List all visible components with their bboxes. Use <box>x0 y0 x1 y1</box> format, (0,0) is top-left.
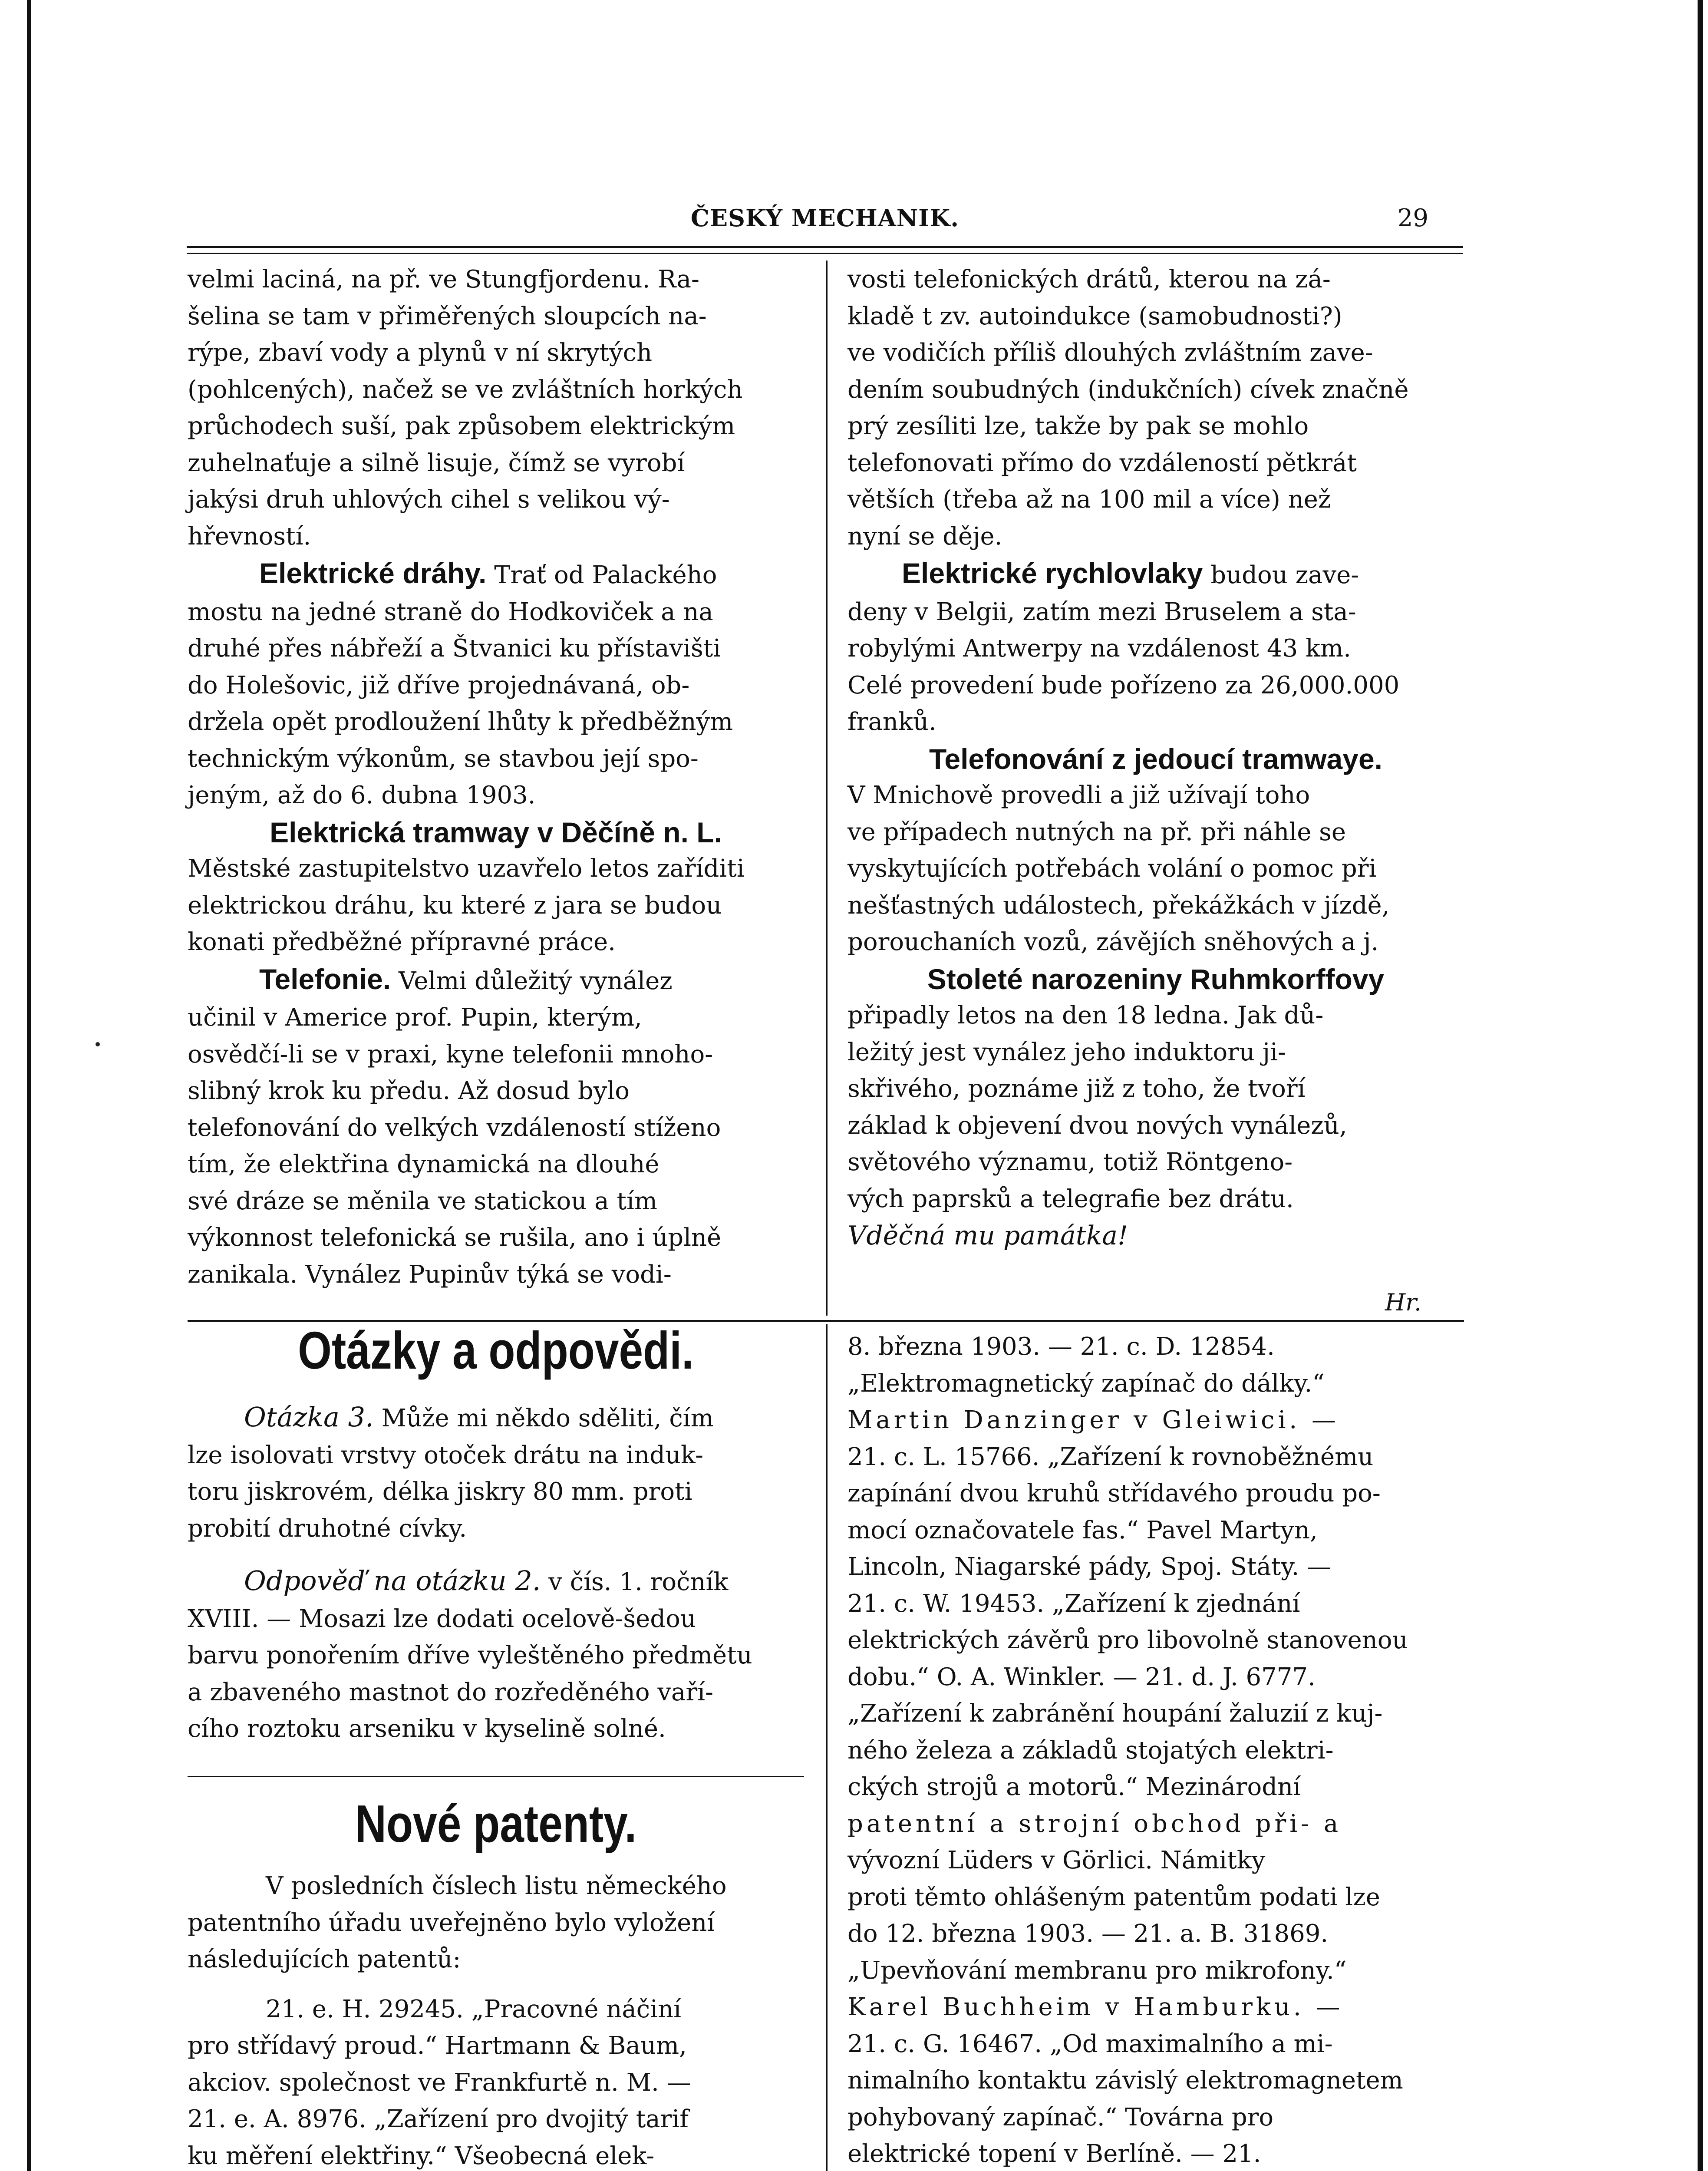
running-title: ČESKÝ MECHANIK. <box>690 204 960 232</box>
article-rychlovlaky <box>902 555 1464 594</box>
page-header <box>187 204 1463 243</box>
text-line: vosti telefonických drátů, kterou na zá- <box>847 265 1331 294</box>
text-line: Trať od Palackého <box>486 561 717 589</box>
text-line: „Elektromagnetický zapínač do dálky.“ <box>847 1369 1325 1398</box>
patenty-left <box>188 1868 804 2171</box>
text-line: (pohlcených), načež se ve zvláštních horkých <box>188 375 743 404</box>
text-line: Martin Danzinger v Gleiwici. — <box>847 1406 1340 1434</box>
text-line: prý zesíliti lze, takže by pak se mohlo <box>847 412 1309 440</box>
article-heading: Elektrická tramway v Děčíně n. L. <box>270 816 722 848</box>
text-line: Může mi někdo sděliti, čím <box>373 1404 714 1432</box>
text-line: jakýsi druh uhlových cihel s velikou vý- <box>188 485 670 514</box>
text-line: V posledních číslech listu německého <box>266 1872 727 1900</box>
text-line: šelina se tam v přiměřených sloupcích na- <box>188 302 707 330</box>
text-line: ku měření elektřiny.“ Všeobecná elek- <box>188 2141 655 2170</box>
text-line: deny v Belgii, zatím mezi Bruselem a sta- <box>847 597 1356 626</box>
text-line: mostu na jedné straně do Hodkoviček a na <box>188 597 713 626</box>
header-rule-top <box>187 246 1463 248</box>
text-line: zuhelnaťuje a silně lisuje, čímž se vyrobí <box>188 449 685 477</box>
column-divider-bottom <box>826 1324 828 2171</box>
text-line: mocí označovatele fas.“ Pavel Martyn, <box>847 1516 1318 1544</box>
text-line: skřivého, poznáme již z toho, že tvoří <box>847 1075 1306 1103</box>
text-line: telefonování do velkých vzdáleností stíženo <box>188 1113 721 1142</box>
page-number: 29 <box>1397 204 1428 232</box>
text-line: cího roztoku arseniku v kyselině solné. <box>188 1715 666 1743</box>
closing-line: Vděčná mu památka! <box>847 1221 1128 1251</box>
text-line: konati předběžné přípravné práce. <box>188 928 616 956</box>
text-line: elektrické topení v Berlíně. — 21. <box>847 2140 1261 2168</box>
section-title-otazky: Otázky a odpovědi. <box>298 1321 694 1380</box>
text-line: výkonnost telefonická se rušila, ano i úplně <box>188 1224 722 1252</box>
text-line: budou zave- <box>1203 561 1359 589</box>
text-line: „Upevňování membranu pro mikrofony.“ <box>847 1956 1347 1985</box>
signature: Hr. <box>1385 1289 1422 1316</box>
text-line: Velmi důležitý vynález <box>391 967 673 995</box>
text-line: připadly letos na den 18 ledna. Jak dů- <box>847 1001 1324 1029</box>
text-line: V Mnichově provedli a již užívají toho <box>847 781 1310 809</box>
text-line: a zbaveného mastnot do rozředěného vaří- <box>188 1678 713 1706</box>
text-line: ve vodičích příliš dlouhých zvláštním zave- <box>847 339 1373 367</box>
header-rule-bottom <box>187 253 1463 254</box>
article-heading: Elektrické rychlovlaky <box>902 557 1203 589</box>
text-line: ného železa a základů stojatých elektri- <box>847 1736 1334 1765</box>
text-line: osvědčí-li se v praxi, kyne telefonii mnoho- <box>188 1040 713 1069</box>
right-column-top <box>847 261 1464 1254</box>
text-line: patentní a strojní obchod při- a <box>847 1809 1342 1838</box>
article-heading: Telefonování z jedoucí tramwaye. <box>929 742 1383 775</box>
article-telefonie <box>259 961 804 1000</box>
text-line: dením soubudných (indukčních) cívek značně <box>847 375 1409 404</box>
text-line: akciov. společnost ve Frankfurtě n. M. — <box>188 2068 691 2097</box>
section-title-patenty: Nové patenty. <box>355 1794 637 1853</box>
text-line: elektrických závěrů pro libovolně stanovenou <box>847 1626 1408 1654</box>
text-line: barvu ponořením dříve vyleštěného předmětu <box>188 1641 752 1669</box>
text-line: 21. e. A. 8976. „Zařízení pro dvojitý tarif <box>188 2105 689 2133</box>
answer-label: Odpověď na otázku 2. <box>244 1565 541 1597</box>
text-line: zapínání dvou kruhů střídavého proudu po- <box>847 1479 1381 1508</box>
text-line: technickým výkonům, se stavbou její spo- <box>188 744 699 773</box>
text-line: světového významu, totiž Röntgeno- <box>847 1148 1293 1176</box>
text-line: franků. <box>847 708 936 736</box>
text-line: robylými Antwerpy na vzdálenost 43 km. <box>847 634 1351 663</box>
text-line: 21. c. L. 15766. „Zařízení k rovnoběžnému <box>847 1442 1374 1471</box>
text-line: elektrickou dráhu, ku které z jara se budou <box>188 891 722 920</box>
question-label: Otázka 3. <box>244 1401 374 1433</box>
text-line: ckých strojů a motorů.“ Mezinárodní <box>847 1773 1301 1801</box>
text-line: 8. března 1903. — 21. c. D. 12854. <box>847 1333 1275 1361</box>
text-line: 21. e. H. 29245. „Pracovné náčiní <box>266 1995 682 2023</box>
text-line: tím, že elektřina dynamická na dlouhé <box>188 1150 659 1178</box>
text-line: kladě t zv. autoindukce (samobudnosti?) <box>847 302 1342 330</box>
text-line: druhé přes nábřeží a Štvanici ku přístavišti <box>188 634 721 663</box>
text-line: 21. c. W. 19453. „Zařízení k zjednání <box>847 1589 1300 1618</box>
text-line: Městské zastupitelstvo uzavřelo letos zaříditi <box>188 855 745 883</box>
section-separator <box>188 1776 804 1777</box>
question <box>244 1399 804 1437</box>
left-column-top <box>188 261 804 1293</box>
text-line: Celé provedení bude pořízeno za 26,000.000 <box>847 671 1400 699</box>
otazky-body <box>188 1399 804 1748</box>
text-line: lze isolovati vrstvy otoček drátu na induk- <box>188 1441 703 1469</box>
text-line: větších (třeba až na 100 mil a více) než <box>847 485 1331 514</box>
text-line: pohybovaný zapínač.“ Továrna pro <box>847 2103 1274 2131</box>
text-line: pro střídavý proud.“ Hartmann & Baum, <box>188 2032 687 2060</box>
article-heading: Stoleté narozeniny Ruhmkorffovy <box>927 963 1385 995</box>
article-heading: Elektrické dráhy. <box>259 557 487 589</box>
article-elektricke-drahy <box>259 555 804 594</box>
text-line: vých paprsků a telegrafie bez drátu. <box>847 1184 1294 1213</box>
answer <box>244 1563 804 1601</box>
text-line: vývozní Lüders v Görlici. Námitky <box>847 1846 1266 1874</box>
text-line: porouchaních vozů, závějích sněhových a j. <box>847 928 1379 956</box>
text-line: průchodech suší, pak způsobem elektrickým <box>188 412 735 440</box>
text-line: toru jiskrovém, délka jiskry 80 mm. proti <box>188 1478 692 1506</box>
text-line: patentního úřadu uveřejněno bylo vyložení <box>188 1908 715 1937</box>
text-line: základ k objevení dvou nových vynálezů, <box>847 1111 1347 1140</box>
text-line: vyskytujících potřebách volání o pomoc při <box>847 855 1377 883</box>
column-divider-top <box>826 261 828 1316</box>
text-line: dobu.“ O. A. Winkler. — 21. d. J. 6777. <box>847 1663 1316 1691</box>
text-line: Lincoln, Niagarské pády, Spoj. Státy. — <box>847 1553 1332 1581</box>
text-line: ve případech nutných na př. při náhle se <box>847 818 1346 846</box>
text-line: následujících patentů: <box>188 1945 461 1973</box>
text-line: držela opět prodloužení lhůty k předběžným <box>188 708 733 736</box>
article-heading: Telefonie. <box>259 963 391 995</box>
margin-mark <box>96 1042 100 1046</box>
patenty-right <box>847 1329 1464 2171</box>
text-line: nimalního kontaktu závislý elektromagnetem <box>847 2066 1403 2095</box>
text-line: nyní se děje. <box>847 522 1002 551</box>
text-line: rýpe, zbaví vody a plynů v ní skrytých <box>188 339 653 367</box>
text-line: „Zařízení k zabránění houpání žaluzií z kuj- <box>847 1699 1383 1728</box>
text-line: zanikala. Vynález Pupinův týká se vodi- <box>188 1260 672 1289</box>
text-line: hřevností. <box>188 522 311 551</box>
text-line: telefonovati přímo do vzdáleností pětkrát <box>847 449 1357 477</box>
text-line: Karel Buchheim v Hamburku. — <box>847 1993 1344 2021</box>
text-line: do 12. března 1903. — 21. a. B. 31869. <box>847 1920 1329 1948</box>
text-line: jeným, až do 6. dubna 1903. <box>188 781 536 809</box>
text-line: probití druhotné cívky. <box>188 1514 467 1543</box>
text-line: ležitý jest vynález jeho induktoru ji- <box>847 1038 1286 1066</box>
text-line: 21. c. G. 16467. „Od maximalního a mi- <box>847 2029 1333 2058</box>
text-line: své dráze se měnila ve statickou a tím <box>188 1187 657 1215</box>
text-line: do Holešovic, již dříve projednávaná, ob- <box>188 671 690 699</box>
text-line: učinil v Americe prof. Pupin, kterým, <box>188 1003 642 1032</box>
text-line: XVIII. — Mosazi lze dodati ocelově-šedou <box>188 1604 696 1633</box>
text-line: velmi laciná, na př. ve Stungfjordenu. Ra- <box>188 265 699 294</box>
text-line: v čís. 1. ročník <box>541 1568 729 1596</box>
text-line: slibný krok ku předu. Až dosud bylo <box>188 1077 630 1105</box>
text-line: nešťastných událostech, překážkách v jízdě, <box>847 891 1390 920</box>
text-line: proti těmto ohlášeným patentům podati lze <box>847 1883 1380 1911</box>
